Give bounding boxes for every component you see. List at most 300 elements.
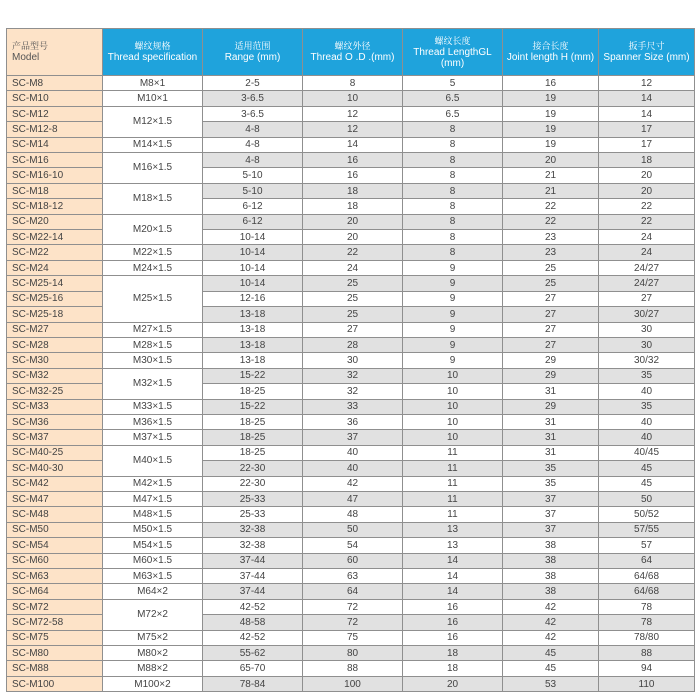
joint-length-cell: 23 (503, 230, 599, 245)
thread-length-cell: 5 (403, 76, 503, 91)
header-thread-spec (103, 29, 203, 76)
table-row (7, 584, 695, 599)
spanner-size-cell: 22 (599, 199, 695, 214)
joint-length-cell: 42 (503, 615, 599, 630)
table-row (7, 599, 695, 614)
model-cell: SC-M47 (7, 491, 103, 506)
model-cell: SC-M22-14 (7, 230, 103, 245)
joint-length-cell: 31 (503, 414, 599, 429)
thread-spec-cell: M54×1.5 (103, 538, 203, 553)
joint-length-cell: 31 (503, 384, 599, 399)
thread-length-cell: 9 (403, 276, 503, 291)
range-cell: 15-22 (203, 399, 303, 414)
range-cell: 12-16 (203, 291, 303, 306)
joint-length-cell: 27 (503, 322, 599, 337)
spanner-size-cell: 78/80 (599, 630, 695, 645)
table-body (7, 76, 695, 692)
thread-length-cell: 9 (403, 337, 503, 352)
thread-spec-cell: M50×1.5 (103, 522, 203, 537)
thread-spec-cell: M80×2 (103, 646, 203, 661)
thread-od-cell: 40 (303, 461, 403, 476)
range-cell: 3-6.5 (203, 106, 303, 121)
range-cell: 25-33 (203, 491, 303, 506)
thread-length-cell: 16 (403, 630, 503, 645)
range-cell: 13-18 (203, 353, 303, 368)
model-cell: SC-M24 (7, 260, 103, 275)
thread-spec-cell: M72×2 (103, 599, 203, 630)
range-cell: 18-25 (203, 430, 303, 445)
model-cell: SC-M12 (7, 106, 103, 121)
thread-od-cell: 72 (303, 615, 403, 630)
range-cell: 10-14 (203, 260, 303, 275)
thread-length-cell: 10 (403, 399, 503, 414)
joint-length-cell: 31 (503, 445, 599, 460)
thread-length-cell: 9 (403, 260, 503, 275)
table-row (7, 646, 695, 661)
header-range (203, 29, 303, 76)
thread-spec-cell: M16×1.5 (103, 153, 203, 184)
thread-od-cell: 100 (303, 676, 403, 691)
table-row (7, 260, 695, 275)
model-cell: SC-M27 (7, 322, 103, 337)
thread-od-cell: 32 (303, 368, 403, 383)
thread-od-cell: 50 (303, 522, 403, 537)
header-joint-length-zh: 接合长度 (532, 41, 569, 51)
thread-length-cell: 11 (403, 491, 503, 506)
thread-length-cell: 18 (403, 661, 503, 676)
range-cell: 6-12 (203, 214, 303, 229)
model-cell: SC-M25-14 (7, 276, 103, 291)
joint-length-cell: 31 (503, 430, 599, 445)
thread-spec-cell: M27×1.5 (103, 322, 203, 337)
spanner-size-cell: 64/68 (599, 584, 695, 599)
thread-length-cell: 14 (403, 553, 503, 568)
range-cell: 42-52 (203, 630, 303, 645)
model-cell: SC-M80 (7, 646, 103, 661)
thread-od-cell: 16 (303, 168, 403, 183)
thread-length-cell: 8 (403, 245, 503, 260)
header-spanner-size (599, 29, 695, 76)
thread-length-cell: 9 (403, 307, 503, 322)
model-cell: SC-M10 (7, 91, 103, 106)
model-cell: SC-M75 (7, 630, 103, 645)
model-cell: SC-M40-25 (7, 445, 103, 460)
joint-length-cell: 45 (503, 661, 599, 676)
joint-length-cell: 16 (503, 76, 599, 91)
joint-length-cell: 25 (503, 276, 599, 291)
model-cell: SC-M16-10 (7, 168, 103, 183)
thread-spec-cell: M88×2 (103, 661, 203, 676)
thread-length-cell: 10 (403, 430, 503, 445)
thread-spec-cell: M64×2 (103, 584, 203, 599)
spanner-size-cell: 40 (599, 430, 695, 445)
header-thread-length-en: Thread LengthGL (mm) (413, 46, 492, 69)
thread-od-cell: 12 (303, 106, 403, 121)
range-cell: 13-18 (203, 337, 303, 352)
thread-od-cell: 47 (303, 491, 403, 506)
range-cell: 22-30 (203, 461, 303, 476)
spanner-size-cell: 30 (599, 337, 695, 352)
joint-length-cell: 45 (503, 646, 599, 661)
spanner-size-cell: 40/45 (599, 445, 695, 460)
spanner-size-cell: 14 (599, 106, 695, 121)
table-row (7, 538, 695, 553)
thread-od-cell: 72 (303, 599, 403, 614)
range-cell: 65-70 (203, 661, 303, 676)
thread-length-cell: 9 (403, 353, 503, 368)
thread-spec-cell: M24×1.5 (103, 260, 203, 275)
header-spanner-size-zh: 扳手尺寸 (628, 41, 665, 51)
range-cell: 15-22 (203, 368, 303, 383)
spanner-size-cell: 20 (599, 168, 695, 183)
table-row (7, 569, 695, 584)
joint-length-cell: 29 (503, 368, 599, 383)
joint-length-cell: 22 (503, 214, 599, 229)
joint-length-cell: 42 (503, 599, 599, 614)
thread-length-cell: 14 (403, 584, 503, 599)
spanner-size-cell: 64 (599, 553, 695, 568)
spanner-size-cell: 45 (599, 461, 695, 476)
range-cell: 37-44 (203, 584, 303, 599)
joint-length-cell: 20 (503, 153, 599, 168)
model-cell: SC-M54 (7, 538, 103, 553)
range-cell: 10-14 (203, 276, 303, 291)
spanner-size-cell: 30 (599, 322, 695, 337)
thread-spec-cell: M18×1.5 (103, 183, 203, 214)
joint-length-cell: 38 (503, 584, 599, 599)
thread-length-cell: 8 (403, 183, 503, 198)
thread-od-cell: 25 (303, 291, 403, 306)
range-cell: 48-58 (203, 615, 303, 630)
joint-length-cell: 53 (503, 676, 599, 691)
joint-length-cell: 19 (503, 106, 599, 121)
thread-od-cell: 36 (303, 414, 403, 429)
spanner-size-cell: 110 (599, 676, 695, 691)
joint-length-cell: 35 (503, 461, 599, 476)
model-cell: SC-M40-30 (7, 461, 103, 476)
spanner-size-cell: 12 (599, 76, 695, 91)
header-range-en: Range (mm) (224, 52, 281, 63)
thread-length-cell: 8 (403, 168, 503, 183)
thread-od-cell: 64 (303, 584, 403, 599)
model-cell: SC-M63 (7, 569, 103, 584)
spanner-size-cell: 24 (599, 230, 695, 245)
range-cell: 25-33 (203, 507, 303, 522)
joint-length-cell: 23 (503, 245, 599, 260)
spanner-size-cell: 27 (599, 291, 695, 306)
table-row (7, 337, 695, 352)
thread-length-cell: 9 (403, 291, 503, 306)
header-spanner-size-en: Spanner Size (mm) (603, 52, 690, 63)
thread-spec-cell: M20×1.5 (103, 214, 203, 245)
thread-od-cell: 18 (303, 183, 403, 198)
joint-length-cell: 27 (503, 337, 599, 352)
table-row (7, 399, 695, 414)
thread-spec-cell: M10×1 (103, 91, 203, 106)
joint-length-cell: 42 (503, 630, 599, 645)
model-cell: SC-M72 (7, 599, 103, 614)
range-cell: 13-18 (203, 307, 303, 322)
spanner-size-cell: 64/68 (599, 569, 695, 584)
thread-od-cell: 27 (303, 322, 403, 337)
thread-od-cell: 25 (303, 307, 403, 322)
model-cell: SC-M8 (7, 76, 103, 91)
header-model-zh: 产品型号 (12, 41, 49, 51)
spanner-size-cell: 78 (599, 615, 695, 630)
thread-od-cell: 75 (303, 630, 403, 645)
model-cell: SC-M28 (7, 337, 103, 352)
model-cell: SC-M50 (7, 522, 103, 537)
spanner-size-cell: 24 (599, 245, 695, 260)
thread-spec-cell: M12×1.5 (103, 106, 203, 137)
thread-length-cell: 13 (403, 522, 503, 537)
thread-length-cell: 9 (403, 322, 503, 337)
joint-length-cell: 37 (503, 491, 599, 506)
header-thread-od-en: Thread O .D .(mm) (310, 52, 395, 63)
model-cell: SC-M60 (7, 553, 103, 568)
model-cell: SC-M16 (7, 153, 103, 168)
header-thread-od (303, 29, 403, 76)
table-row (7, 553, 695, 568)
thread-spec-cell: M32×1.5 (103, 368, 203, 399)
thread-od-cell: 16 (303, 153, 403, 168)
header-joint-length-en: Joint length H (mm) (506, 52, 595, 63)
spec-table (6, 28, 695, 692)
header-joint-length (503, 29, 599, 76)
thread-od-cell: 24 (303, 260, 403, 275)
header-thread-length (403, 29, 503, 76)
thread-spec-cell: M47×1.5 (103, 491, 203, 506)
spanner-size-cell: 22 (599, 214, 695, 229)
spanner-size-cell: 57/55 (599, 522, 695, 537)
header-model-en: Model (12, 52, 40, 63)
model-cell: SC-M20 (7, 214, 103, 229)
thread-length-cell: 10 (403, 414, 503, 429)
thread-length-cell: 8 (403, 137, 503, 152)
table-row (7, 476, 695, 491)
spanner-size-cell: 35 (599, 399, 695, 414)
range-cell: 18-25 (203, 445, 303, 460)
model-cell: SC-M37 (7, 430, 103, 445)
table-row (7, 491, 695, 506)
model-cell: SC-M18-12 (7, 199, 103, 214)
range-cell: 18-25 (203, 384, 303, 399)
spanner-size-cell: 94 (599, 661, 695, 676)
model-cell: SC-M12-8 (7, 122, 103, 137)
spanner-size-cell: 30/32 (599, 353, 695, 368)
range-cell: 18-25 (203, 414, 303, 429)
spanner-size-cell: 50 (599, 491, 695, 506)
header-thread-spec-zh: 螺纹规格 (134, 41, 171, 51)
table-row (7, 430, 695, 445)
thread-length-cell: 11 (403, 476, 503, 491)
spanner-size-cell: 20 (599, 183, 695, 198)
table-row (7, 522, 695, 537)
thread-od-cell: 18 (303, 199, 403, 214)
table-row (7, 353, 695, 368)
thread-length-cell: 16 (403, 599, 503, 614)
spanner-size-cell: 57 (599, 538, 695, 553)
range-cell: 5-10 (203, 168, 303, 183)
table-row (7, 507, 695, 522)
joint-length-cell: 19 (503, 91, 599, 106)
thread-length-cell: 11 (403, 445, 503, 460)
spanner-size-cell: 24/27 (599, 276, 695, 291)
thread-od-cell: 30 (303, 353, 403, 368)
header-thread-spec-en: Thread specification (107, 52, 198, 63)
joint-length-cell: 29 (503, 353, 599, 368)
thread-od-cell: 42 (303, 476, 403, 491)
joint-length-cell: 19 (503, 137, 599, 152)
model-cell: SC-M48 (7, 507, 103, 522)
range-cell: 22-30 (203, 476, 303, 491)
joint-length-cell: 27 (503, 307, 599, 322)
spanner-size-cell: 40 (599, 384, 695, 399)
thread-od-cell: 60 (303, 553, 403, 568)
thread-spec-cell: M33×1.5 (103, 399, 203, 414)
range-cell: 37-44 (203, 553, 303, 568)
spanner-size-cell: 17 (599, 122, 695, 137)
thread-length-cell: 18 (403, 646, 503, 661)
table-row (7, 414, 695, 429)
model-cell: SC-M25-18 (7, 307, 103, 322)
thread-spec-cell: M63×1.5 (103, 569, 203, 584)
joint-length-cell: 22 (503, 199, 599, 214)
thread-spec-cell: M30×1.5 (103, 353, 203, 368)
table-row (7, 214, 695, 229)
model-cell: SC-M64 (7, 584, 103, 599)
table-row (7, 91, 695, 106)
joint-length-cell: 19 (503, 122, 599, 137)
header-thread-length-zh: 螺纹长度 (434, 35, 471, 46)
table-row (7, 368, 695, 383)
thread-length-cell: 8 (403, 153, 503, 168)
thread-spec-cell: M14×1.5 (103, 137, 203, 152)
table-row (7, 245, 695, 260)
range-cell: 42-52 (203, 599, 303, 614)
thread-od-cell: 25 (303, 276, 403, 291)
model-cell: SC-M32-25 (7, 384, 103, 399)
spanner-size-cell: 14 (599, 91, 695, 106)
thread-spec-cell: M48×1.5 (103, 507, 203, 522)
thread-length-cell: 8 (403, 214, 503, 229)
spanner-size-cell: 18 (599, 153, 695, 168)
spanner-size-cell: 50/52 (599, 507, 695, 522)
thread-length-cell: 10 (403, 384, 503, 399)
thread-od-cell: 12 (303, 122, 403, 137)
spanner-size-cell: 88 (599, 646, 695, 661)
joint-length-cell: 29 (503, 399, 599, 414)
header-thread-od-zh: 螺纹外径 (334, 41, 371, 51)
model-cell: SC-M30 (7, 353, 103, 368)
thread-spec-cell: M60×1.5 (103, 553, 203, 568)
table-row (7, 676, 695, 691)
table-row (7, 630, 695, 645)
spanner-size-cell: 35 (599, 368, 695, 383)
spanner-size-cell: 45 (599, 476, 695, 491)
table-row (7, 183, 695, 198)
model-cell: SC-M42 (7, 476, 103, 491)
table-row (7, 137, 695, 152)
joint-length-cell: 38 (503, 553, 599, 568)
thread-spec-cell: M22×1.5 (103, 245, 203, 260)
range-cell: 13-18 (203, 322, 303, 337)
range-cell: 55-62 (203, 646, 303, 661)
thread-length-cell: 11 (403, 461, 503, 476)
thread-spec-cell: M40×1.5 (103, 445, 203, 476)
thread-od-cell: 20 (303, 214, 403, 229)
model-cell: SC-M18 (7, 183, 103, 198)
table-row (7, 322, 695, 337)
thread-length-cell: 13 (403, 538, 503, 553)
thread-od-cell: 80 (303, 646, 403, 661)
thread-od-cell: 63 (303, 569, 403, 584)
thread-length-cell: 20 (403, 676, 503, 691)
thread-spec-cell: M100×2 (103, 676, 203, 691)
thread-od-cell: 28 (303, 337, 403, 352)
range-cell: 37-44 (203, 569, 303, 584)
model-cell: SC-M25-16 (7, 291, 103, 306)
spanner-size-cell: 24/27 (599, 260, 695, 275)
thread-od-cell: 10 (303, 91, 403, 106)
table-row (7, 445, 695, 460)
table-row (7, 76, 695, 91)
range-cell: 4-8 (203, 137, 303, 152)
thread-od-cell: 54 (303, 538, 403, 553)
thread-spec-cell: M28×1.5 (103, 337, 203, 352)
model-cell: SC-M100 (7, 676, 103, 691)
model-cell: SC-M88 (7, 661, 103, 676)
range-cell: 6-12 (203, 199, 303, 214)
range-cell: 32-38 (203, 538, 303, 553)
joint-length-cell: 21 (503, 168, 599, 183)
joint-length-cell: 38 (503, 538, 599, 553)
thread-length-cell: 8 (403, 199, 503, 214)
thread-spec-cell: M25×1.5 (103, 276, 203, 322)
model-cell: SC-M32 (7, 368, 103, 383)
joint-length-cell: 37 (503, 507, 599, 522)
thread-spec-cell: M36×1.5 (103, 414, 203, 429)
range-cell: 5-10 (203, 183, 303, 198)
thread-length-cell: 6.5 (403, 91, 503, 106)
thread-od-cell: 32 (303, 384, 403, 399)
joint-length-cell: 35 (503, 476, 599, 491)
range-cell: 78-84 (203, 676, 303, 691)
range-cell: 32-38 (203, 522, 303, 537)
spanner-size-cell: 30/27 (599, 307, 695, 322)
thread-od-cell: 40 (303, 445, 403, 460)
spanner-size-cell: 17 (599, 137, 695, 152)
thread-od-cell: 37 (303, 430, 403, 445)
thread-spec-cell: M75×2 (103, 630, 203, 645)
joint-length-cell: 27 (503, 291, 599, 306)
header-range-zh: 适用范围 (234, 41, 271, 51)
thread-od-cell: 22 (303, 245, 403, 260)
thread-od-cell: 48 (303, 507, 403, 522)
joint-length-cell: 25 (503, 260, 599, 275)
model-cell: SC-M33 (7, 399, 103, 414)
thread-od-cell: 14 (303, 137, 403, 152)
thread-length-cell: 8 (403, 230, 503, 245)
thread-od-cell: 33 (303, 399, 403, 414)
header-row (7, 29, 695, 76)
thread-spec-cell: M8×1 (103, 76, 203, 91)
thread-length-cell: 8 (403, 122, 503, 137)
thread-length-cell: 6.5 (403, 106, 503, 121)
model-cell: SC-M22 (7, 245, 103, 260)
model-cell: SC-M14 (7, 137, 103, 152)
range-cell: 10-14 (203, 230, 303, 245)
